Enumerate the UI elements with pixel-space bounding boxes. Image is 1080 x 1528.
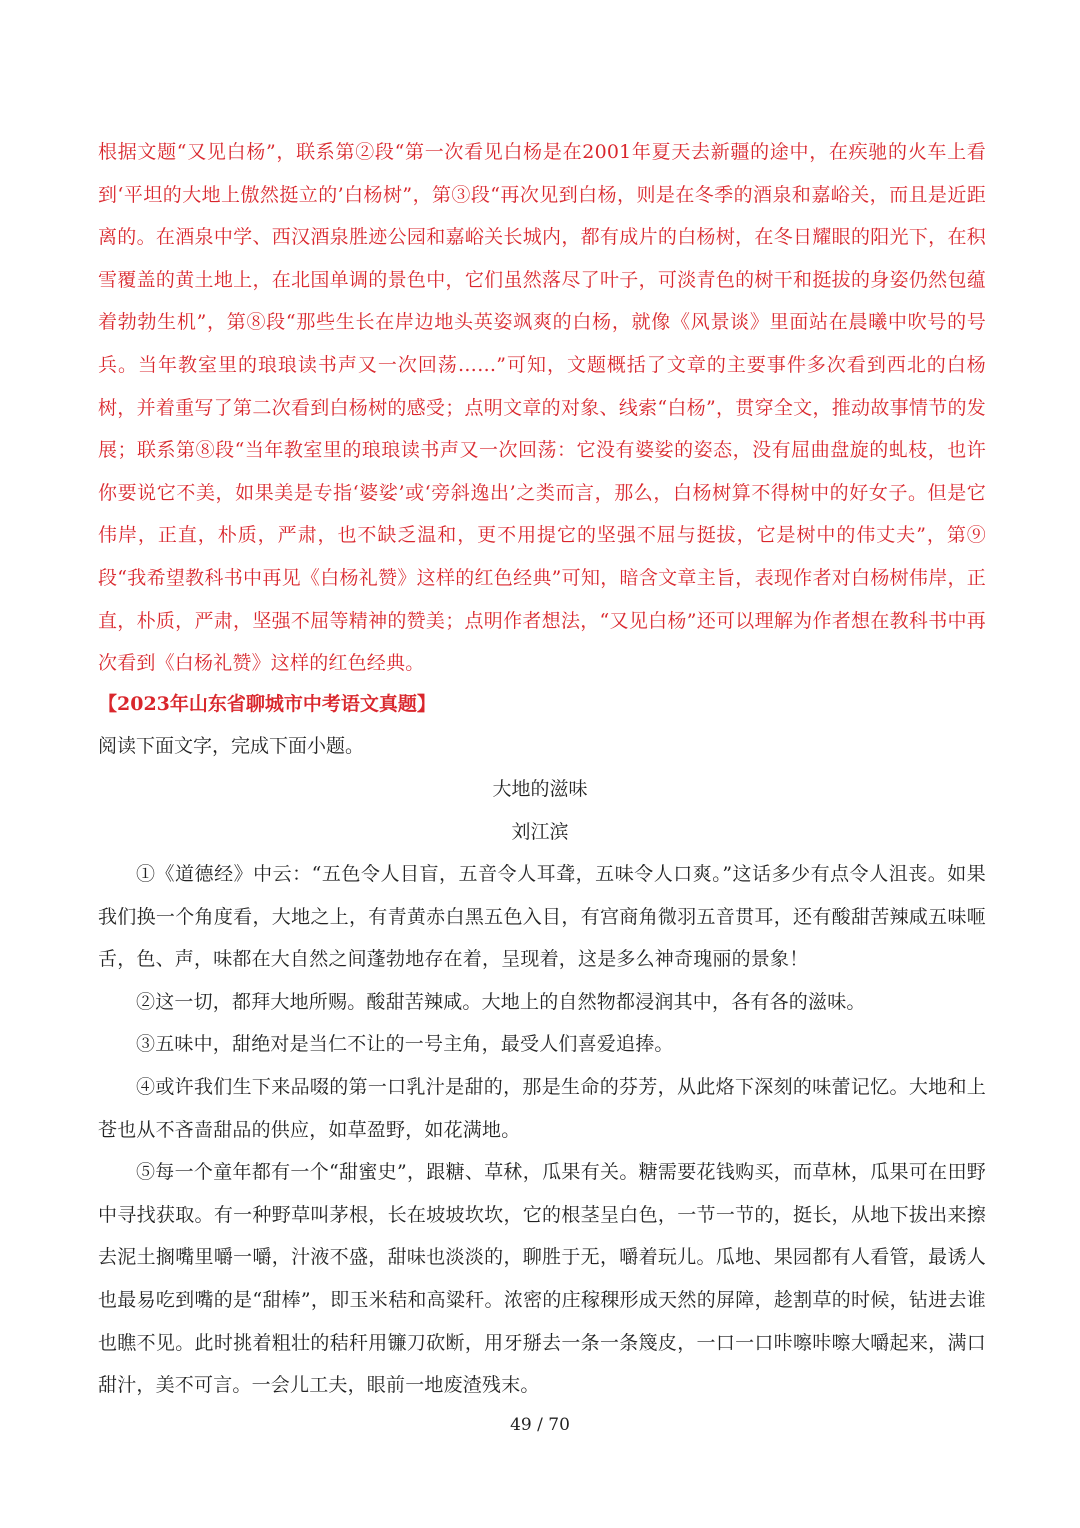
answer-explanation: 根据文题“又见白杨”，联系第②段“第一次看见白杨是在2001年夏天去新疆的途中，在疾驰的火车上看到‘平坦的大地上傲然挺立的’白杨树”，第③段“再次见到白杨，则是在冬季的酒泉和嘉峪关，而且是近距离的。在酒泉中学、西汉酒泉胜迹公园和嘉峪关长城内，都有成片的白杨树，在冬日耀眼的阳光下，在积雪覆盖的黄土地上，在北国单调的景色中，它们虽然落尽了叶子，可淡青色的树干和挺拔的身姿仍然包蕴着勃勃生机”，第⑧段“那些生长在岸边地头英姿飒爽的白杨，就像《风景谈》里面站在晨曦中吹号的号兵。当年教室里的琅琅读书声又一次回荡……”可知，文题概括了文章的主要事件多次看到西北的白杨树，并着重写了第二次看到白杨树的感受；点明文章的对象、线索“白杨”，贯穿全文，推动故事情节的发展；联系第⑧段“当年教室里的琅琅读书声又一次回荡：它没有婆娑的姿态，没有屈曲盘旋的虬枝，也许你要说它不美，如果美是专指‘婆娑’或‘旁斜逸出’之类而言，那么，白杨树算不得树中的好女子。但是它伟岸，正直，朴质，严肃，也不缺乏温和，更不用提它的坚强不屈与挺拔，它是树中的伟丈夫”，第⑨段“我希望教科书中再见《白杨礼赞》这样的红色经典”可知，暗含文章主旨，表现作者对白杨树伟岸，正直，朴质，严肃，坚强不屈等精神的赞美；点明作者想法，“又见白杨”还可以理解为作者想在教科书中再次看到《白杨礼赞》这样的红色经典。 xyxy=(98,141,986,675)
article-author: 刘江滨 xyxy=(511,821,569,843)
article-paragraph: ③五味中，甜绝对是当仁不让的一号主角，最受人们喜爱追捧。 xyxy=(136,1033,674,1056)
article-paragraph: ⑤每一个童年都有一个“甜蜜史”，跟糖、草秫，瓜果有关。糖需要花钱购买，而草林，瓜果可在田野中寻找获取。有一种野草叫茅根，长在坡坡坎坎，它的根茎呈白色，一节一节的，挺长，从地下拔出来擦去泥土搁嘴里嚼一嚼，汁液不盛，甜味也淡淡的，聊胜于无，嚼着玩儿。瓜地、果园都有人看管，最诱人也最易吃到嘴的是“甜棒”，即玉米秸和高粱秆。浓密的庄稼稞形成天然的屏障，趁割草的时候，钻进去谁也瞧不见。此时挑着粗壮的秸秆用镰刀砍断，用牙掰去一条一条篾皮，一口一口咔嚓咔嚓大嚼起来，满口甜汁，美不可言。一会儿工夫，眼前一地废渣残末。 xyxy=(98,1161,986,1397)
article-title: 大地的滋味 xyxy=(492,778,588,800)
page-number: 49 / 70 xyxy=(510,1415,570,1435)
article-paragraph: ④或许我们生下来品啜的第一口乳汁是甜的，那是生命的芬芳，从此烙下深刻的味蕾记忆。大地和上苍也从不吝啬甜品的供应，如草盈野，如花满地。 xyxy=(98,1075,986,1141)
article-paragraph: ②这一切，都拜大地所赐。酸甜苦辣咸。大地上的自然物都浸润其中，各有各的滋味。 xyxy=(136,990,866,1013)
article-body xyxy=(98,853,986,1407)
reading-instruction: 阅读下面文字，完成下面小题。 xyxy=(98,735,365,757)
section-heading: 【2023年山东省聊城市中考语文真题】 xyxy=(98,693,436,715)
article-paragraph: ①《道德经》中云：“五色令人目盲，五音令人耳聋，五味令人口爽。”这话多少有点令人沮丧。如果我们换一个角度看，大地之上，有青黄赤白黑五色入目，有宫商角微羽五音贯耳，还有酸甜苦辣咸五味咂舌，色、声，味都在大自然之间蓬勃地存在着，呈现着，这是多么神奇瑰丽的景象！ xyxy=(98,863,986,971)
